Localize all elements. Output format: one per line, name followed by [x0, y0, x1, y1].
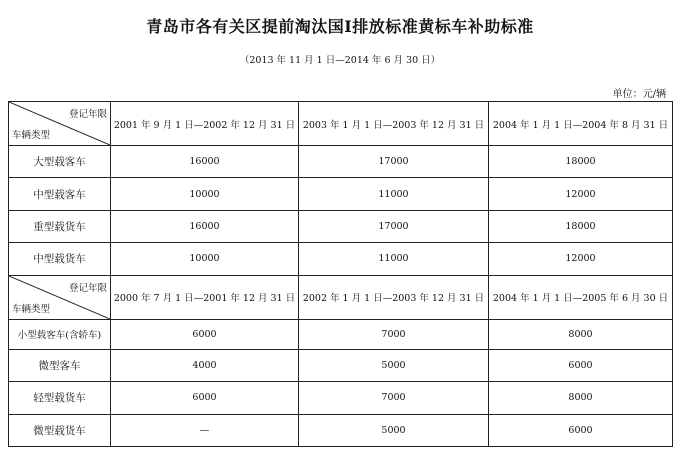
table-row	[9, 382, 673, 414]
subsidy-cell: 17000	[299, 210, 489, 242]
date-range-subtitle: （2013 年 11 月 1 日—2014 年 6 月 30 日）	[239, 55, 441, 66]
subsidy-cell: 10000	[111, 178, 299, 210]
subsidy-cell: 12000	[489, 178, 673, 210]
table-row	[9, 349, 673, 381]
table-row	[9, 414, 673, 446]
period-header: 2000 年 7 月 1 日—2001 年 12 月 31 日	[111, 275, 299, 319]
vehicle-type-cell: 中型载货车	[9, 243, 111, 275]
subsidy-cell: —	[111, 414, 299, 446]
reg-date-label: 登记年限	[68, 109, 107, 120]
period-header: 2004 年 1 月 1 日—2005 年 6 月 30 日	[489, 275, 673, 319]
vehicle-type-label: 车辆类型	[12, 303, 51, 315]
period-header: 2001 年 9 月 1 日—2002 年 12 月 31 日	[111, 102, 299, 146]
subsidy-cell: 17000	[299, 146, 489, 178]
subsidy-cell: 11000	[299, 178, 489, 210]
subsidy-table	[8, 101, 673, 447]
table-row	[9, 243, 673, 275]
section1-corner-cell	[9, 102, 111, 146]
period-header: 2003 年 1 月 1 日—2003 年 12 月 31 日	[299, 102, 489, 146]
subsidy-cell: 18000	[489, 210, 673, 242]
period-header: 2004 年 1 月 1 日—2004 年 8 月 31 日	[489, 102, 673, 146]
vehicle-type-cell: 大型载客车	[9, 146, 111, 178]
vehicle-type-cell: 重型载货车	[9, 210, 111, 242]
section2-corner-cell	[9, 275, 111, 319]
page-title: 青岛市各有关区提前淘汰国Ⅰ排放标准黄标车补助标准	[146, 17, 534, 36]
subsidy-cell: 8000	[489, 382, 673, 414]
period-header: 2002 年 1 月 1 日—2003 年 12 月 31 日	[299, 275, 489, 319]
subsidy-cell: 6000	[111, 382, 299, 414]
subsidy-cell: 4000	[111, 349, 299, 381]
subsidy-cell: 7000	[299, 319, 489, 349]
subsidy-cell: 10000	[111, 243, 299, 275]
vehicle-type-cell: 轻型载货车	[9, 382, 111, 414]
subsidy-cell: 5000	[299, 414, 489, 446]
subsidy-cell: 5000	[299, 349, 489, 381]
table-row	[9, 319, 673, 349]
vehicle-type-cell: 微型载货车	[9, 414, 111, 446]
unit-label: 单位：元/辆	[612, 89, 666, 100]
vehicle-type-cell: 中型载客车	[9, 178, 111, 210]
subsidy-cell: 6000	[489, 349, 673, 381]
vehicle-type-label: 车辆类型	[12, 130, 51, 141]
subsidy-cell: 16000	[111, 210, 299, 242]
vehicle-type-cell: 微型客车	[9, 349, 111, 381]
section1-header-row	[9, 102, 673, 146]
reg-date-label: 登记年限	[68, 282, 107, 294]
table-row	[9, 210, 673, 242]
subsidy-cell: 11000	[299, 243, 489, 275]
subsidy-cell: 7000	[299, 382, 489, 414]
table-row	[9, 146, 673, 178]
subsidy-cell: 8000	[489, 319, 673, 349]
subsidy-cell: 12000	[489, 243, 673, 275]
subsidy-cell: 6000	[489, 414, 673, 446]
vehicle-type-cell: 小型载客车(含轿车)	[9, 319, 111, 349]
subsidy-cell: 6000	[111, 319, 299, 349]
table-row	[9, 178, 673, 210]
section2-header-row	[9, 275, 673, 319]
subsidy-cell: 16000	[111, 146, 299, 178]
subsidy-cell: 18000	[489, 146, 673, 178]
